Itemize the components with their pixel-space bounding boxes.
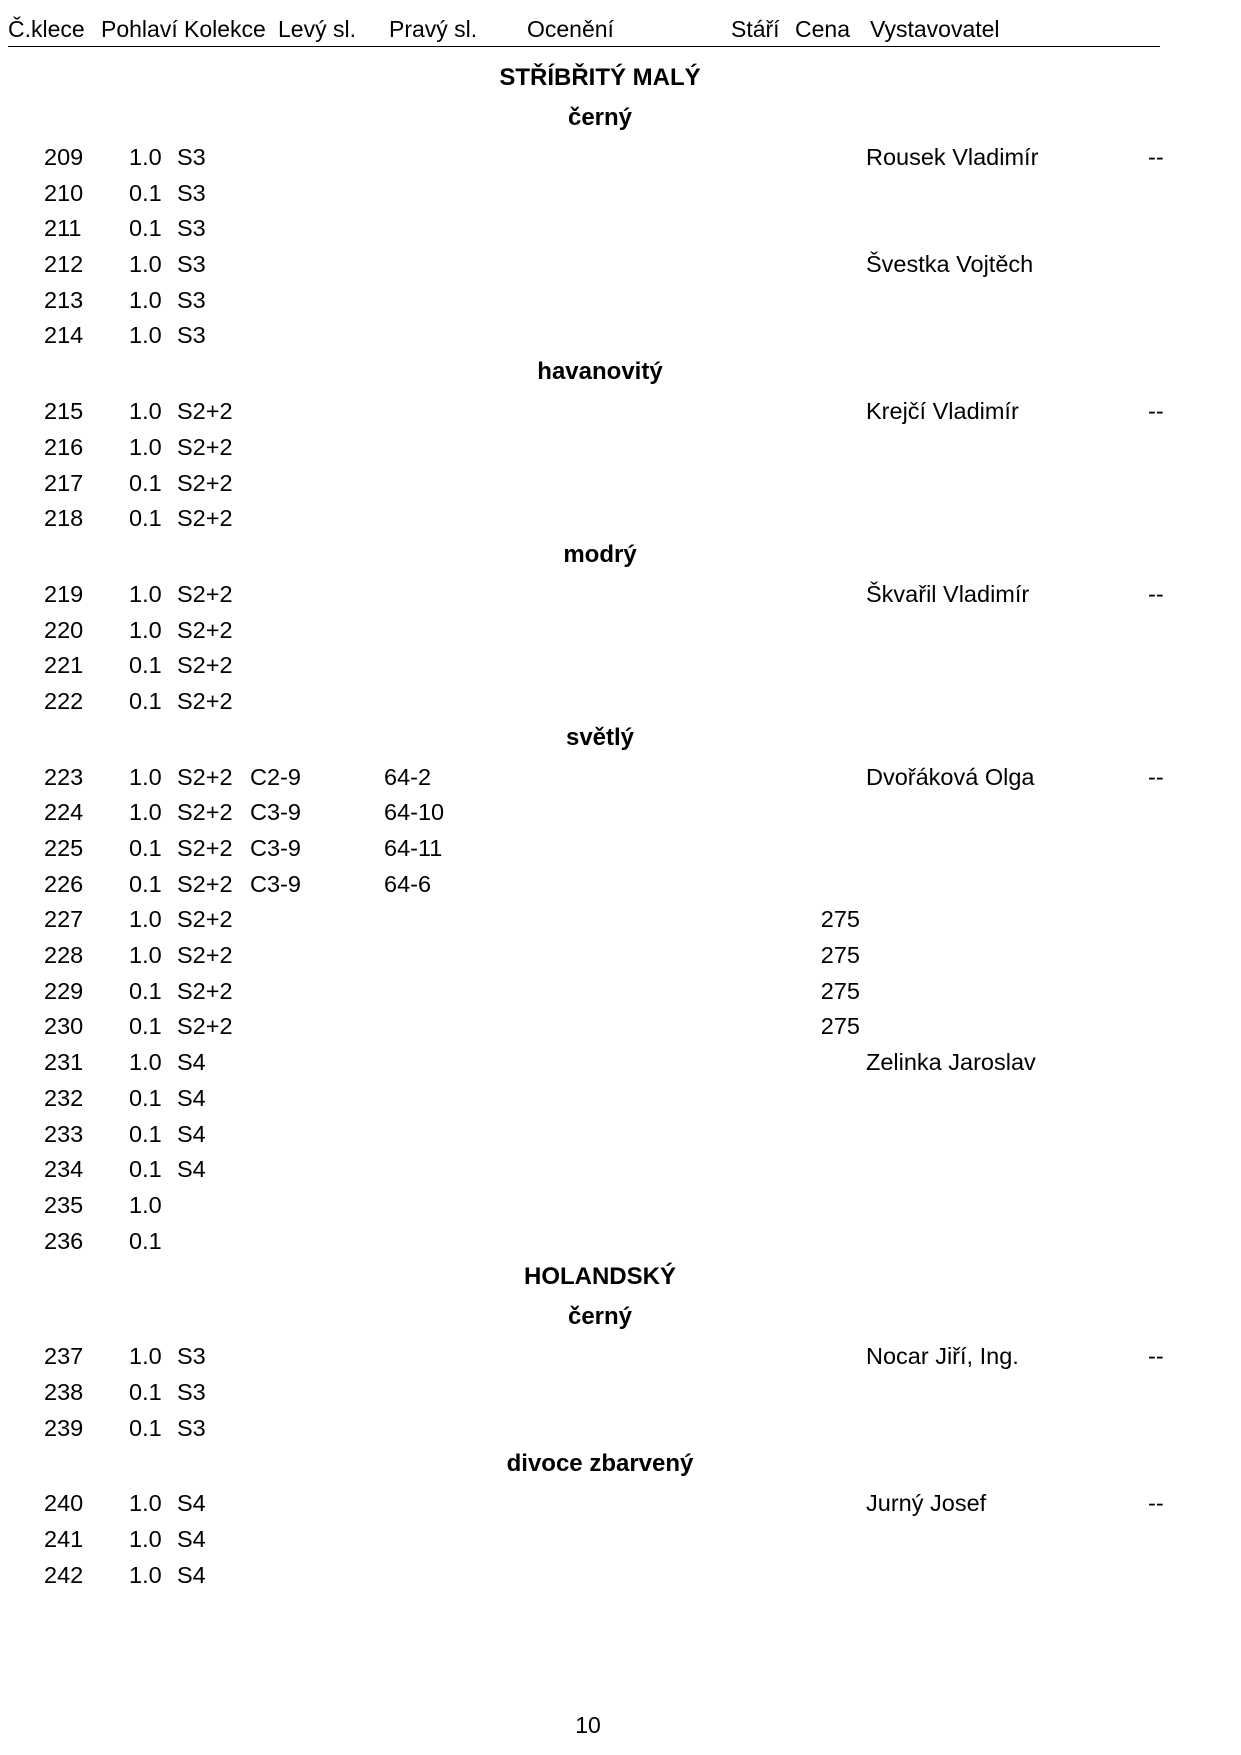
header-award: Ocenění [527,16,614,42]
table-row [0,316,1241,352]
collection-value: S4 [177,1120,206,1147]
sex-value: 0.1 [129,1378,162,1405]
cage-number: 231 [44,1049,84,1076]
table-row [0,1337,1241,1373]
sex-value: 0.1 [129,1414,162,1441]
color-heading: černý [567,104,633,131]
price-value: 275 [820,977,860,1004]
cage-number: 233 [44,1120,84,1147]
exhibitor-name: Škvařil Vladimír [866,580,1030,607]
cage-number: 209 [44,144,84,170]
table-row [0,646,1241,682]
collection-value: S4 [177,1490,206,1517]
table-row [0,865,1241,901]
table-row [0,428,1241,464]
table-row [0,138,1241,174]
collection-value: S2+2 [177,580,233,607]
sex-value: 0.1 [129,505,162,532]
cage-number: 230 [44,1013,84,1040]
header-exhibitor: Vystavovatel [870,16,1000,42]
color-heading: černý [567,1303,633,1331]
color-heading: divoce zbarvený [506,1450,694,1478]
dash-mark: -- [1148,763,1164,790]
sex-value: 0.1 [129,215,162,242]
table-row [0,174,1241,210]
collection-value: S3 [177,322,206,349]
header-price: Cena [795,16,850,42]
sex-value: 0.1 [129,1120,162,1147]
right-ring: 64-10 [384,799,445,826]
table-row [0,1409,1241,1445]
sex-value: 1.0 [129,398,162,425]
table-row [0,611,1241,647]
cage-number: 235 [44,1191,84,1218]
collection-value: S4 [177,1156,206,1183]
sex-value: 0.1 [129,652,162,679]
price-value: 275 [820,906,860,933]
sex-value: 1.0 [129,580,162,607]
collection-value: S2+2 [177,906,233,933]
collection-value: S2+2 [177,652,233,679]
sex-value: 1.0 [129,322,162,349]
collection-value: S2+2 [177,870,233,897]
sex-value: 1.0 [129,1343,162,1370]
header-cage: Č.klece [8,16,85,42]
sex-value: 1.0 [129,144,162,170]
header-sex: Pohlaví [101,16,178,42]
header-left-ring: Levý sl. [278,16,356,42]
collection-value: S4 [177,1049,206,1076]
cage-number: 214 [44,322,84,349]
cage-number: 226 [44,870,84,897]
sex-value: 0.1 [129,687,162,714]
table-row [0,209,1241,245]
breed-heading: HOLANDSKÝ [523,1263,676,1291]
price-value: 275 [820,1013,860,1040]
cage-number: 229 [44,977,84,1004]
sex-value: 1.0 [129,251,162,278]
sex-value: 1.0 [129,433,162,460]
color-heading: světlý [565,723,635,751]
cage-number: 240 [44,1490,84,1517]
table-row [0,793,1241,829]
cage-number: 215 [44,398,84,425]
cage-number: 220 [44,616,84,643]
column-header [0,0,1241,48]
sex-value: 1.0 [129,1191,162,1218]
header-divider [8,46,1160,47]
sex-value: 1.0 [129,1526,162,1552]
right-ring: 64-2 [384,763,432,790]
sex-value: 1.0 [129,1490,162,1517]
entries-list [0,58,1241,1591]
right-ring: 64-11 [384,835,443,861]
table-row [0,1222,1241,1258]
cage-number: 217 [44,469,84,496]
collection-value: S3 [177,251,206,278]
cage-number: 242 [44,1561,84,1588]
cage-number: 210 [44,179,84,206]
collection-value: S2+2 [177,469,233,496]
cage-number: 218 [44,505,84,532]
color-heading: modrý [563,540,637,568]
sex-value: 1.0 [129,1049,162,1076]
sex-value: 0.1 [129,1013,162,1040]
table-row [0,245,1241,281]
dash-mark: -- [1148,580,1164,607]
dash-mark: -- [1148,398,1164,425]
exhibitor-name: Zelinka Jaroslav [866,1049,1036,1076]
table-row [0,1484,1241,1520]
collection-value: S4 [177,1084,206,1111]
header-right-ring: Pravý sl. [389,16,478,42]
sex-value: 0.1 [129,977,162,1004]
collection-value: S3 [177,179,206,206]
sex-value: 0.1 [129,1227,162,1254]
collection-value: S4 [177,1526,206,1552]
cage-number: 227 [44,906,84,933]
cage-number: 232 [44,1084,84,1111]
table-row [0,1115,1241,1151]
table-row [0,499,1241,535]
table-row [0,936,1241,972]
sex-value: 0.1 [129,179,162,206]
table-row [0,1556,1241,1592]
cage-number: 221 [44,652,84,679]
table-row [0,1079,1241,1115]
collection-value: S2+2 [177,799,233,826]
cage-number: 225 [44,835,84,861]
price-value: 275 [820,942,860,969]
table-row [0,972,1241,1008]
sex-value: 0.1 [129,469,162,496]
collection-value: S2+2 [177,763,233,790]
sex-value: 1.0 [129,1561,162,1588]
dash-mark: -- [1148,1343,1164,1370]
collection-value: S2+2 [177,1013,233,1040]
table-row [0,1186,1241,1222]
exhibitor-name: Krejčí Vladimír [866,398,1019,425]
sex-value: 0.1 [129,1156,162,1183]
table-row [0,1373,1241,1409]
exhibitor-name: Rousek Vladimír [866,144,1039,170]
collection-value: S3 [177,144,206,170]
cage-number: 222 [44,687,84,714]
left-ring: C3-9 [250,870,301,897]
sex-value: 1.0 [129,942,162,969]
cage-number: 241 [44,1526,84,1552]
header-age: Stáří [731,16,780,42]
page-number: 10 [575,1712,601,1738]
breed-heading: STŘÍBŘITÝ MALÝ [499,64,701,91]
table-row [0,281,1241,317]
cage-number: 234 [44,1156,84,1183]
cage-number: 213 [44,286,84,313]
cage-number: 224 [44,799,84,826]
sex-value: 1.0 [129,763,162,790]
sex-value: 1.0 [129,906,162,933]
table-row [0,758,1241,794]
cage-number: 237 [44,1343,84,1370]
collection-value: S2+2 [177,835,233,861]
collection-value: S2+2 [177,616,233,643]
collection-value: S3 [177,1343,206,1370]
exhibitor-name: Dvořáková Olga [866,763,1035,790]
sex-value: 1.0 [129,616,162,643]
collection-value: S2+2 [177,433,233,460]
exhibitor-name: Švestka Vojtěch [866,251,1034,278]
table-row [0,829,1241,865]
cage-number: 238 [44,1378,84,1405]
table-row [0,1520,1241,1556]
collection-value: S3 [177,286,206,313]
collection-value: S2+2 [177,687,233,714]
header-collection: Kolekce [184,16,266,42]
sex-value: 0.1 [129,835,162,861]
cage-number: 239 [44,1414,84,1441]
cage-number: 211 [44,215,82,242]
cage-number: 223 [44,763,84,790]
collection-value: S3 [177,215,206,242]
sex-value: 0.1 [129,1084,162,1111]
color-heading: havanovitý [537,358,663,386]
dash-mark: -- [1148,1490,1164,1517]
collection-value: S2+2 [177,977,233,1004]
cage-number: 212 [44,251,84,278]
cage-number: 216 [44,433,84,460]
table-row [0,392,1241,428]
table-row [0,1007,1241,1043]
cage-number: 228 [44,942,84,969]
cage-number: 219 [44,580,84,607]
left-ring: C3-9 [250,835,301,861]
exhibitor-name: Nocar Jiří, Ing. [866,1343,1019,1370]
table-row [0,464,1241,500]
table-row [0,682,1241,718]
exhibitor-name: Jurný Josef [866,1490,987,1517]
cage-number: 236 [44,1227,84,1254]
collection-value: S4 [177,1561,206,1588]
left-ring: C3-9 [250,799,301,826]
dash-mark: -- [1148,144,1164,170]
collection-value: S3 [177,1414,206,1441]
collection-value: S2+2 [177,505,233,532]
collection-value: S3 [177,1378,206,1405]
sex-value: 1.0 [129,799,162,826]
sex-value: 1.0 [129,286,162,313]
sex-value: 0.1 [129,870,162,897]
table-row [0,900,1241,936]
right-ring: 64-6 [384,870,432,897]
table-row [0,1043,1241,1079]
table-row [0,1150,1241,1186]
collection-value: S2+2 [177,942,233,969]
collection-value: S2+2 [177,398,233,425]
table-row [0,575,1241,611]
left-ring: C2-9 [250,763,301,790]
